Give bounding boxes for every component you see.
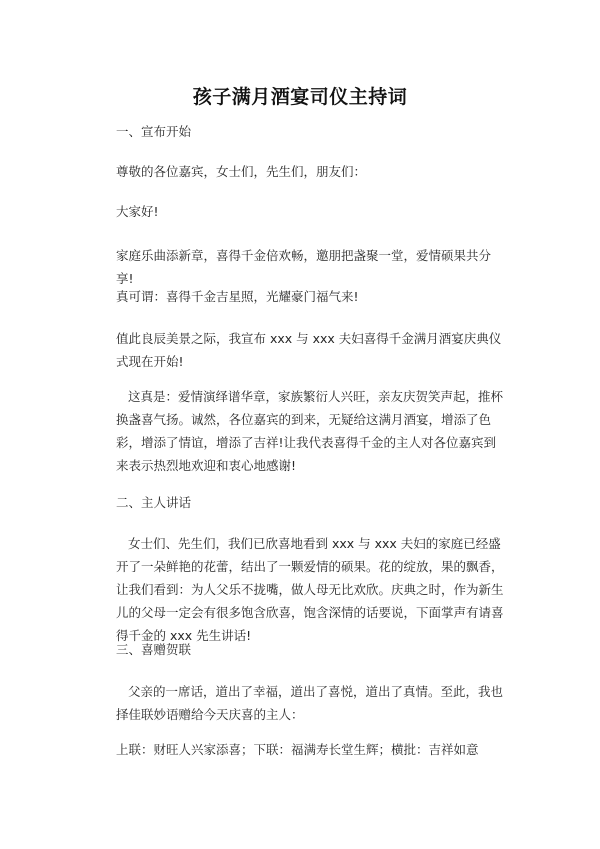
section-heading-2: 二、主人讲话	[116, 495, 192, 510]
paragraph-blessing: 真可谓：喜得千金吉星照，光耀豪门福气来!	[116, 289, 359, 304]
paragraph-host-speech: 女士们、先生们，我们已欣喜地看到 xxx 与 xxx 夫妇的家庭已经盛开了一朵鲜艳的花蕾，结出了一颗爱情的硕果。花的绽放，果的飘香，让我们看到：为人父乐不拢嘴，做人母无比欢欣。庆典之时，作为新生儿的父母一定会有很多饱含欣喜，饱含深情的话要说，下面掌声有请喜得千金的 xxx 先生讲话!	[116, 536, 504, 643]
paragraph-couplet-intro: 父亲的一席话，道出了幸福，道出了喜悦，道出了真情。至此，我也择佳联妙语赠给今天庆喜的主人：	[116, 684, 504, 722]
section-heading-3: 三、喜赠贺联	[116, 642, 192, 657]
paragraph-couplet: 上联：财旺人兴家添喜；下联：福满寿长堂生辉；横批：吉祥如意	[116, 742, 479, 757]
paragraph-greeting: 尊敬的各位嘉宾，女士们，先生们，朋友们：	[116, 164, 367, 179]
paragraph-family-joy: 家庭乐曲添新章，喜得千金倍欢畅，邀朋把盏聚一堂，爱情硕果共分享!	[116, 248, 492, 286]
document-title: 孩子满月酒宴司仪主持词	[192, 86, 408, 108]
paragraph-welcome: 这真是：爱情演绎谱华章，家族繁衍人兴旺，亲友庆贺笑声起，推杯换盏喜气扬。诚然，各位嘉宾的到来，无疑给这满月酒宴，增添了色彩，增添了情谊，增添了吉祥!让我代表喜得千金的主人对各位嘉宾到来表示热烈地欢迎和衷心地感谢!	[116, 389, 504, 473]
paragraph-announcement: 值此良辰美景之际，我宣布 xxx 与 xxx 夫妇喜得千金满月酒宴庆典仪式现在开始!	[116, 331, 502, 369]
paragraph-hello: 大家好!	[116, 204, 159, 219]
section-heading-1: 一、宣布开始	[116, 124, 192, 139]
